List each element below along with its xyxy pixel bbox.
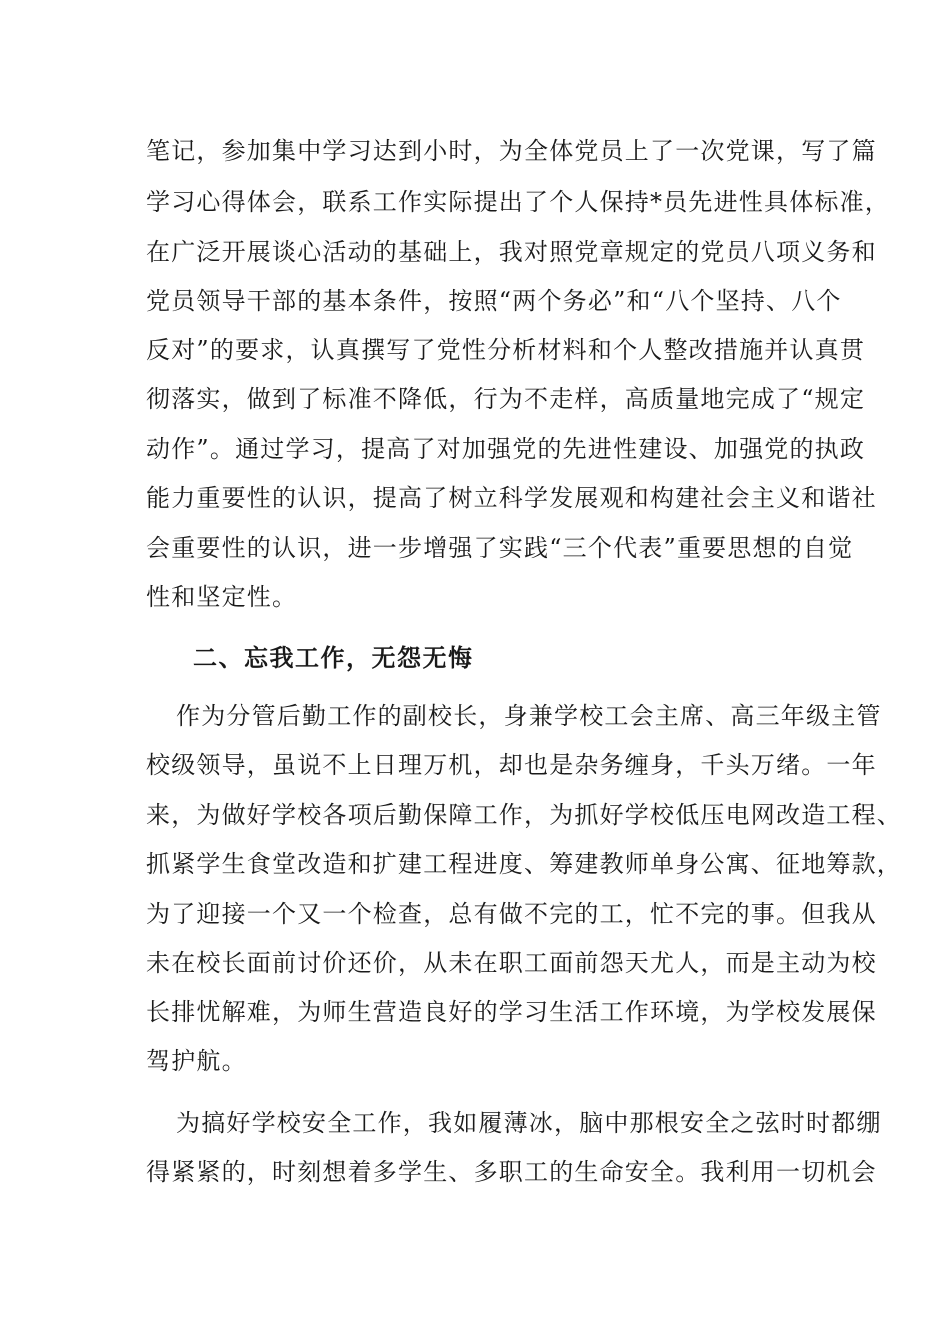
paragraph-line: 长排忧解难，为师生营造良好的学习生活工作环境，为学校发展保 <box>146 998 877 1026</box>
paragraph-line: 作为分管后勤工作的副校长，身兼学校工会主席、高三年级主管 <box>176 702 882 730</box>
paragraph-line: 抓紧学生食堂改造和扩建工程进度、筹建教师单身公寓、征地筹款， <box>146 850 902 878</box>
paragraph-line: 反对”的要求，认真撰写了党性分析材料和个人整改措施并认真贯 <box>146 336 866 364</box>
paragraph-line: 驾护航。 <box>146 1047 247 1075</box>
paragraph-line: 在广泛开展谈心活动的基础上，我对照党章规定的党员八项义务和 <box>146 238 877 266</box>
paragraph-line: 性和坚定性。 <box>146 583 298 611</box>
paragraph-line: 校级领导，虽说不上日理万机，却也是杂务缠身，千头万绪。一年 <box>146 751 877 779</box>
paragraph-line: 学习心得体会，联系工作实际提出了个人保持*员先进性具体标准， <box>146 188 890 216</box>
paragraph-line: 来，为做好学校各项后勤保障工作，为抓好学校低压电网改造工程、 <box>146 801 902 829</box>
paragraph-line: 能力重要性的认识，提高了树立科学发展观和构建社会主义和谐社 <box>146 484 877 512</box>
paragraph-line: 得紧紧的，时刻想着多学生、多职工的生命安全。我利用一切机会 <box>146 1158 877 1186</box>
section-heading: 二、忘我工作，无怨无悔 <box>193 643 474 672</box>
paragraph-line: 笔记，参加集中学习达到小时，为全体党员上了一次党课，写了篇 <box>146 137 877 165</box>
paragraph-line: 动作”。通过学习，提高了对加强党的先进性建设、加强党的执政 <box>146 435 866 463</box>
paragraph-line: 彻落实，做到了标准不降低，行为不走样，高质量地完成了“规定 <box>146 385 866 413</box>
paragraph-line: 未在校长面前讨价还价，从未在职工面前怨天尤人，而是主动为校 <box>146 949 877 977</box>
paragraph-line: 为了迎接一个又一个检查，总有做不完的工，忙不完的事。但我从 <box>146 900 877 928</box>
paragraph-line: 会重要性的认识，进一步增强了实践“三个代表”重要思想的自觉 <box>146 534 854 562</box>
paragraph-line: 党员领导干部的基本条件，按照“两个务必”和“八个坚持、八个 <box>146 287 842 315</box>
paragraph-line: 为搞好学校安全工作，我如履薄冰，脑中那根安全之弦时时都绷 <box>176 1109 882 1137</box>
